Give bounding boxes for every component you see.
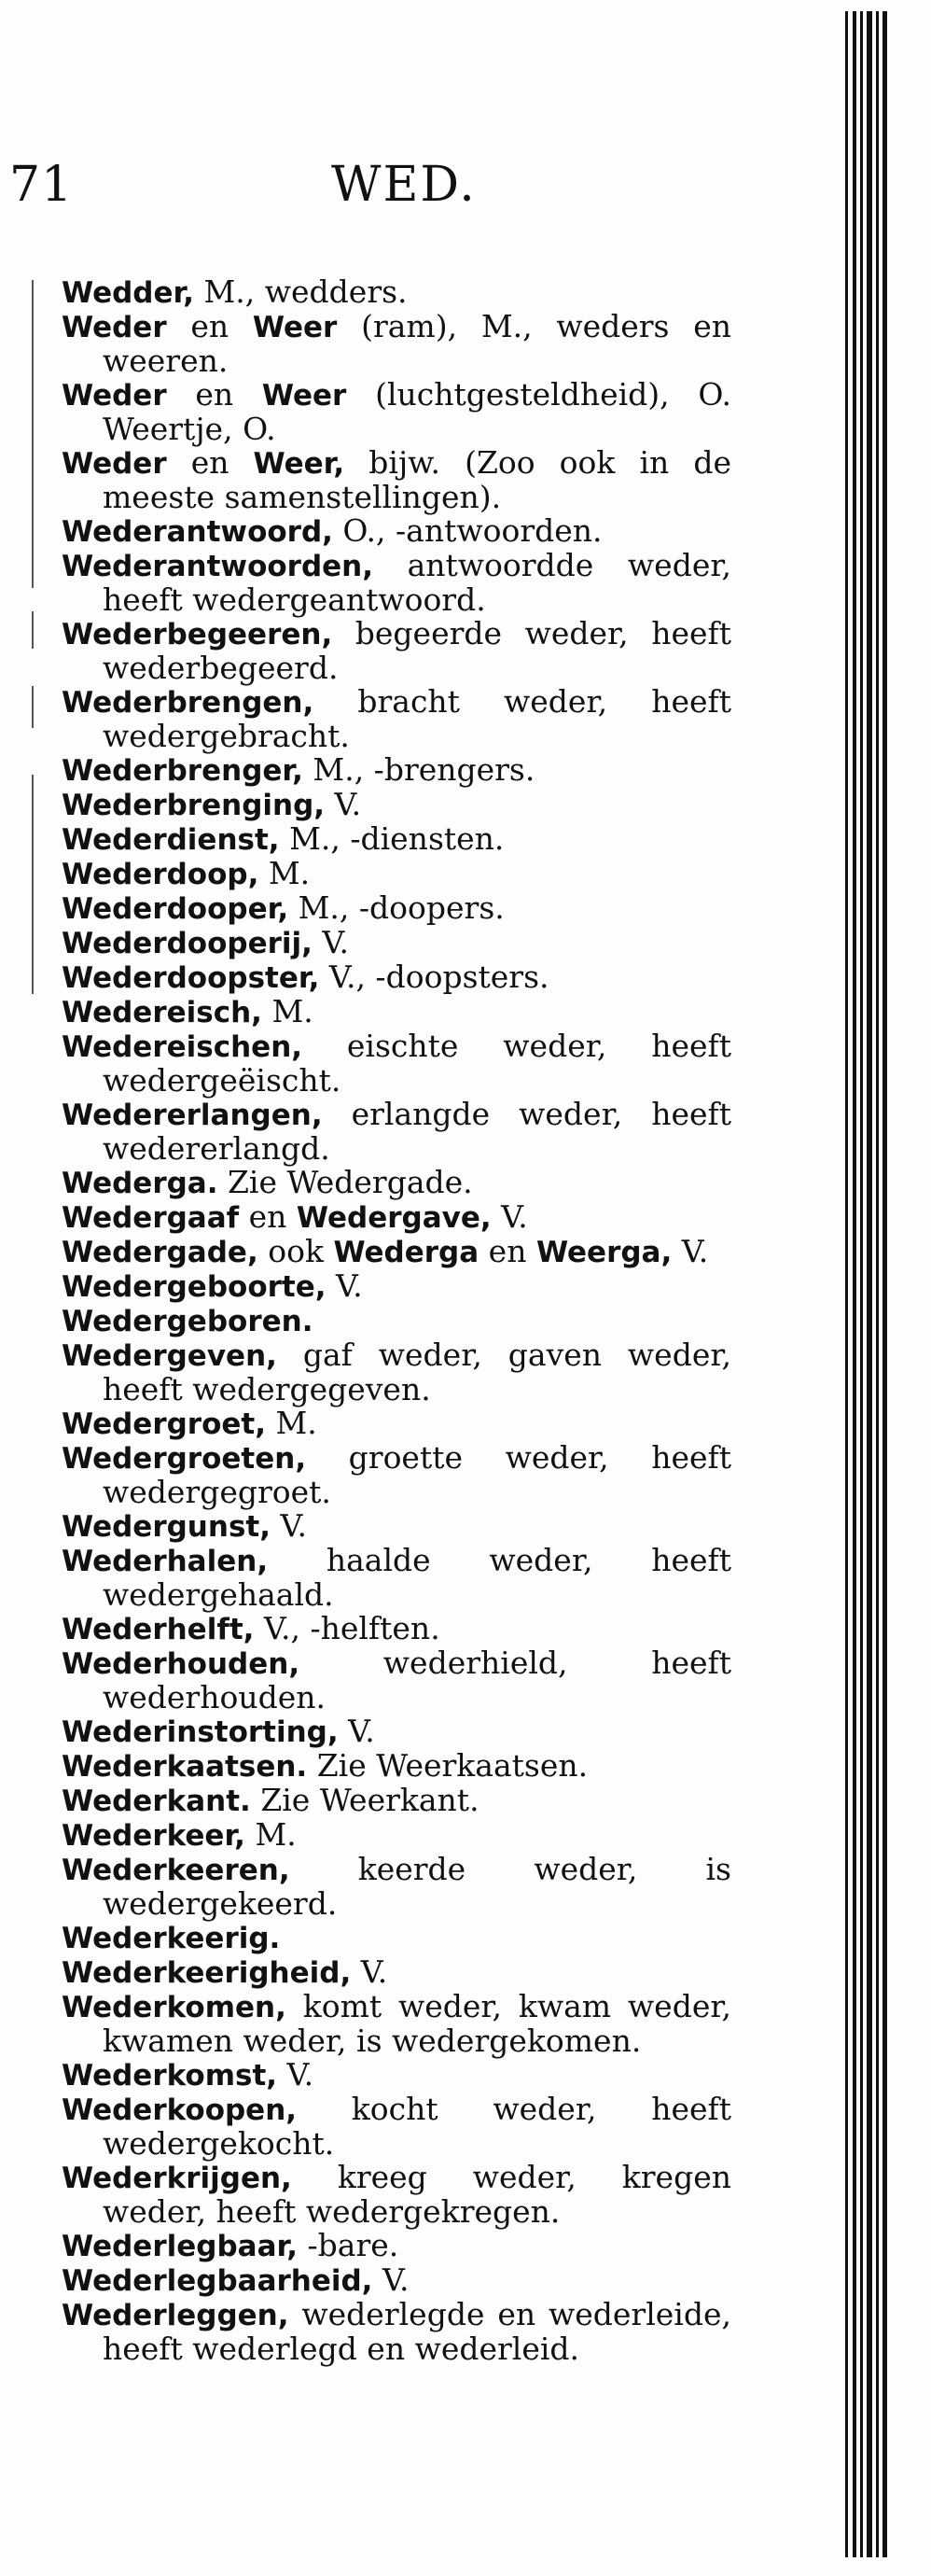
dictionary-entry bbox=[62, 1782, 731, 1818]
entry-headword: Wederleggen, bbox=[62, 2299, 289, 2332]
entry-headword: Weerga, bbox=[535, 1236, 673, 1269]
entry-headword: Wedder, bbox=[62, 276, 195, 310]
dictionary-entry bbox=[62, 855, 731, 891]
entry-definition: en bbox=[479, 1233, 536, 1269]
entry-definition: ook bbox=[257, 1233, 334, 1269]
entry-definition: M. bbox=[244, 1816, 297, 1853]
dictionary-entry bbox=[62, 1096, 731, 1167]
entry-headword: Weer bbox=[252, 311, 338, 344]
dictionary-entry bbox=[62, 1028, 731, 1099]
entry-definition: wederlegde en wederleide, heeft wederlegd en wederleid. bbox=[103, 2296, 731, 2367]
dictionary-entry bbox=[62, 683, 731, 754]
dictionary-entry bbox=[62, 1304, 731, 1338]
entry-definition: V. bbox=[672, 1233, 709, 1269]
entry-definition: V., -helften. bbox=[254, 1610, 440, 1646]
entry-headword: Wederhelft, bbox=[62, 1613, 255, 1646]
dictionary-entries bbox=[62, 275, 731, 2366]
dictionary-entry bbox=[62, 2261, 731, 2298]
entry-headword: Wederdooperij, bbox=[62, 927, 313, 960]
entry-headword: Wederkeerigheid, bbox=[62, 1956, 352, 1990]
entry-definition: Zie Wedergade. bbox=[217, 1164, 473, 1200]
entry-definition: V. bbox=[326, 1267, 363, 1304]
entry-headword: Wederkomst, bbox=[62, 2059, 278, 2093]
entry-definition: wederhield, heeft wederhouden. bbox=[103, 1645, 731, 1715]
entry-headword: Wederhalen, bbox=[62, 1545, 269, 1578]
dictionary-entry bbox=[62, 1405, 731, 1441]
entry-headword: Wederkeer, bbox=[62, 1819, 245, 1853]
dictionary-entry bbox=[62, 1816, 731, 1853]
entry-headword: Weder bbox=[62, 379, 167, 413]
dictionary-entry bbox=[62, 1507, 731, 1544]
entry-headword: Wederdoop, bbox=[62, 858, 259, 891]
entry-headword: Wederhouden, bbox=[62, 1647, 300, 1681]
entry-headword: Wederkrijgen, bbox=[62, 2162, 292, 2195]
entry-definition: V. bbox=[372, 2261, 410, 2298]
entry-definition: -bare. bbox=[298, 2227, 399, 2263]
entry-headword: Wederkaatsen. bbox=[62, 1750, 308, 1784]
entry-headword: Wedergunst, bbox=[62, 1510, 271, 1544]
entry-definition: keerde weder, is wedergekeerd. bbox=[103, 1851, 731, 1922]
entry-headword: Wederantwoord, bbox=[62, 515, 333, 549]
dictionary-entry bbox=[62, 1164, 731, 1200]
entry-headword: Wederga bbox=[333, 1236, 479, 1269]
entry-definition: V., -doopsters. bbox=[319, 959, 549, 995]
entry-headword: Wedergeven, bbox=[62, 1339, 277, 1373]
entry-headword: Wedergave, bbox=[296, 1201, 492, 1235]
entry-definition: M., -brengers. bbox=[302, 751, 535, 788]
entry-headword: Wederbegeeren, bbox=[62, 618, 333, 651]
entry-definition: gaf weder, gaven weder, heeft wedergegeven. bbox=[103, 1337, 731, 1407]
entry-definition: Zie Weerkant. bbox=[250, 1782, 479, 1818]
dictionary-entry bbox=[62, 1610, 731, 1646]
entry-headword: Wederkant. bbox=[62, 1785, 251, 1818]
dictionary-entry bbox=[62, 2159, 731, 2230]
entry-definition: en bbox=[166, 376, 262, 413]
entry-headword: Wedereisch, bbox=[62, 996, 262, 1029]
dictionary-entry bbox=[62, 2296, 731, 2367]
dictionary-entry bbox=[62, 1542, 731, 1613]
entry-headword: Wedereischen, bbox=[62, 1030, 303, 1064]
entry-definition: V. bbox=[338, 1713, 375, 1749]
entry-headword: Wederdienst, bbox=[62, 823, 280, 857]
entry-definition: kreeg weder, kregen weder, heeft wedergekregen. bbox=[103, 2159, 731, 2230]
entry-definition: M., wedders. bbox=[194, 273, 408, 310]
dictionary-entry bbox=[62, 820, 731, 857]
dictionary-entry bbox=[62, 1713, 731, 1749]
dictionary-entry bbox=[62, 924, 731, 960]
dictionary-entry bbox=[62, 1747, 731, 1784]
entry-headword: Wederga. bbox=[62, 1167, 218, 1200]
entry-headword: Weer bbox=[261, 379, 347, 413]
dictionary-entry bbox=[62, 1921, 731, 1955]
dictionary-entry bbox=[62, 547, 731, 618]
entry-headword: Wedergeboren. bbox=[62, 1305, 313, 1338]
entry-definition: V. bbox=[271, 1507, 308, 1544]
entry-definition: begeerde weder, heeft wederbegeerd. bbox=[103, 615, 731, 686]
entry-headword: Wederdoopster, bbox=[62, 961, 320, 995]
entry-headword: Wederkeeren, bbox=[62, 1854, 290, 1887]
dictionary-entry bbox=[62, 1267, 731, 1304]
entry-definition: M. bbox=[258, 855, 311, 891]
entry-definition: V. bbox=[277, 2056, 314, 2093]
entry-headword: Wederinstorting, bbox=[62, 1715, 339, 1749]
entry-definition: erlangde weder, heeft wedererlangd. bbox=[103, 1096, 731, 1167]
entry-definition: (ram), M., weders en weeren. bbox=[103, 308, 731, 379]
dictionary-entry bbox=[62, 1851, 731, 1922]
entry-definition: haalde weder, heeft wedergehaald. bbox=[103, 1542, 731, 1613]
entry-headword: Weder bbox=[62, 447, 167, 481]
entry-definition: komt weder, kwam weder, kwamen weder, is wedergekomen. bbox=[103, 1988, 731, 2059]
entry-headword: Wederbrenging, bbox=[62, 789, 326, 822]
entry-headword: Wederbrengen, bbox=[62, 686, 314, 720]
entry-definition: en bbox=[166, 308, 253, 344]
dictionary-entry bbox=[62, 1337, 731, 1407]
entry-headword: Wedergade, bbox=[62, 1236, 258, 1269]
dictionary-entry bbox=[62, 1988, 731, 2059]
entry-definition: O., -antwoorden. bbox=[332, 512, 603, 549]
dictionary-entry bbox=[62, 512, 731, 549]
dictionary-entry bbox=[62, 1645, 731, 1715]
entry-headword: Wederdooper, bbox=[62, 892, 289, 926]
dictionary-entry bbox=[62, 993, 731, 1029]
entry-headword: Wederbrenger, bbox=[62, 754, 303, 788]
entry-definition: M. bbox=[266, 1405, 317, 1441]
entry-headword: Wedererlangen, bbox=[62, 1099, 323, 1132]
dictionary-entry bbox=[62, 786, 731, 822]
entry-definition: M., -doopers. bbox=[288, 889, 505, 926]
dictionary-entry bbox=[62, 615, 731, 686]
dictionary-entry bbox=[62, 1439, 731, 1510]
dictionary-entry bbox=[62, 376, 732, 447]
entry-headword: Weer, bbox=[253, 447, 345, 481]
entry-headword: Wederantwoorden, bbox=[62, 550, 374, 583]
entry-definition: bijw. (Zoo ook in de meeste samenstellingen). bbox=[103, 444, 731, 515]
dictionary-entry bbox=[62, 2091, 731, 2162]
entry-headword: Wedergroeten, bbox=[62, 1442, 307, 1476]
entry-definition: kocht weder, heeft wedergekocht. bbox=[103, 2091, 731, 2162]
entry-headword: Wedergaaf bbox=[62, 1201, 240, 1235]
entry-headword: Wedergroet, bbox=[62, 1407, 267, 1441]
entry-definition: bracht weder, heeft wedergebracht. bbox=[103, 683, 731, 754]
dictionary-entry bbox=[62, 2227, 731, 2263]
entry-headword: Wedergeboorte, bbox=[62, 1270, 327, 1304]
dictionary-entry bbox=[62, 751, 731, 788]
entry-definition: V. bbox=[491, 1198, 528, 1235]
entry-definition: (luchtgesteldheid), O. Weertje, O. bbox=[103, 376, 732, 447]
entry-headword: Wederkoopen, bbox=[62, 2093, 298, 2127]
dictionary-entry bbox=[62, 2056, 731, 2093]
dictionary-entry bbox=[62, 889, 731, 926]
entry-definition: Zie Weerkaatsen. bbox=[307, 1747, 589, 1784]
entry-headword: Wederlegbaar, bbox=[62, 2230, 298, 2263]
page-number: 71 bbox=[9, 157, 74, 213]
entry-headword: Wederkeerig. bbox=[62, 1922, 281, 1955]
entry-definition: V. bbox=[351, 1953, 388, 1990]
entry-definition: en bbox=[239, 1198, 297, 1235]
dictionary-entry bbox=[62, 959, 731, 995]
entry-definition: en bbox=[166, 444, 254, 481]
entry-definition: eischte weder, heeft wedergeëischt. bbox=[103, 1028, 731, 1099]
running-head: WED. bbox=[331, 157, 477, 213]
dictionary-entry bbox=[62, 1198, 731, 1235]
page-header bbox=[0, 157, 931, 231]
entry-headword: Wederkomen, bbox=[62, 1991, 286, 2024]
entry-definition: V. bbox=[312, 924, 349, 960]
entry-definition: V. bbox=[325, 786, 362, 822]
dictionary-entry bbox=[62, 1953, 731, 1990]
entry-headword: Weder bbox=[62, 311, 167, 344]
entry-definition: M. bbox=[261, 993, 313, 1029]
entry-definition: groette weder, heeft wedergegroet. bbox=[103, 1439, 731, 1510]
entry-headword: Wederlegbaarheid, bbox=[62, 2264, 373, 2298]
entry-definition: M., -diensten. bbox=[279, 820, 505, 857]
dictionary-entry bbox=[62, 1233, 731, 1269]
dictionary-entry bbox=[62, 273, 731, 310]
entry-definition: antwoordde weder, heeft wedergeantwoord. bbox=[103, 547, 731, 618]
dictionary-entry bbox=[62, 308, 731, 379]
dictionary-entry bbox=[62, 444, 731, 515]
